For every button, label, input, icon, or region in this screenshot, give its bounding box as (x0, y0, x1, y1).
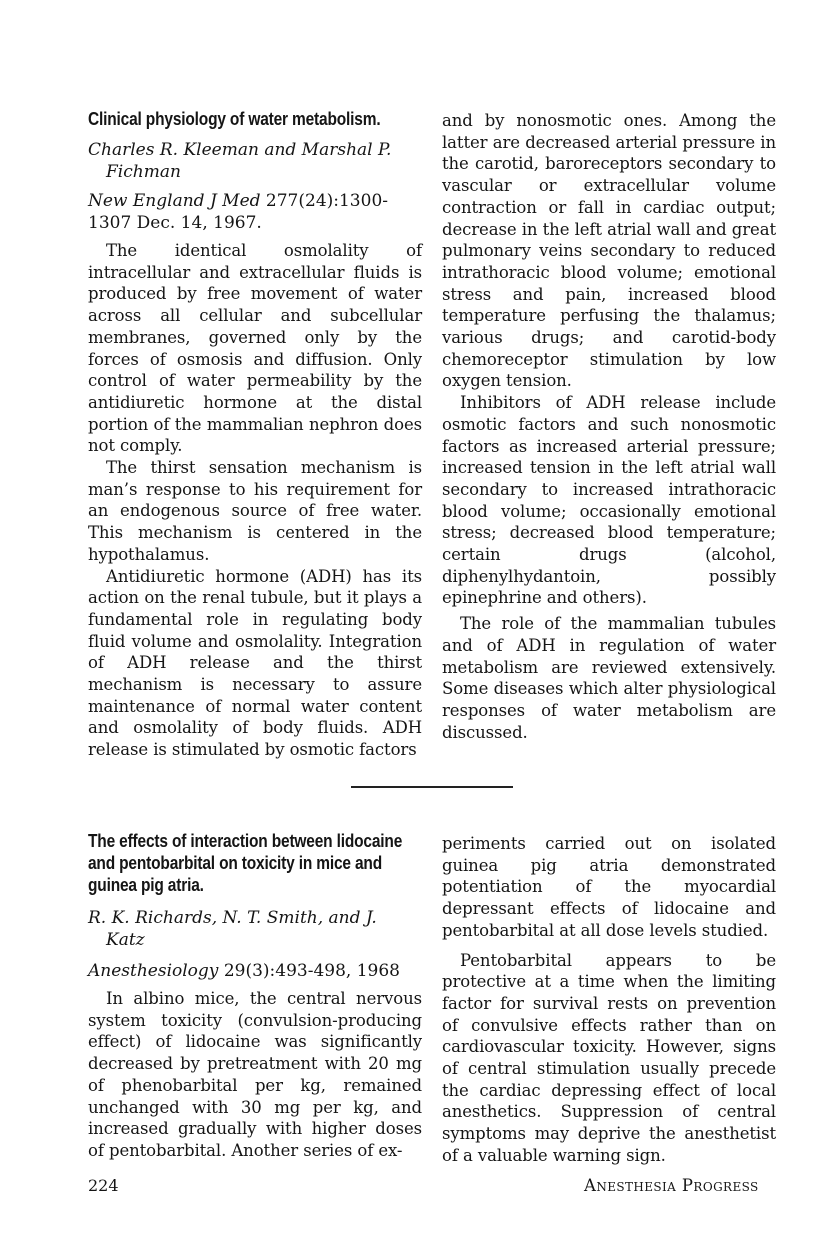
article2-citation-text: 29(3):493-498, 1968 (223, 961, 400, 981)
article1-paragraph: Antidiuretic hormone (ADH) has its action on the renal tubule, but it plays a fundamental role in regulating body fluid volume and osmolality. Integration of ADH release and the thirst mechanism is necessary to assure maintenance of normal water content and osmolality of body fluids. ADH release is stimulated by osmotic factors (88, 566, 422, 760)
article2-citation (88, 960, 422, 982)
article1-paragraph: and by nonosmotic ones. Among the latter are decreased arterial pressure in the carotid, baroreceptors secondary to vascular or extracellular volume contraction or fall in cardiac output; decrease in the left atrial wall and great pulmonary veins secondary to reduced intrathoracic blood volume; emotional stress and pain, increased blood temperature perfusing the thalamus; various drugs; and carotid-body chemoreceptor stimulation by low oxygen tension. (442, 111, 776, 391)
article2-authors-line1: R. K. Richards, N. T. Smith, and J. (88, 908, 377, 928)
article1-authors (88, 139, 422, 183)
article1-paragraph: The identical osmolality of intracellular and extracellular fluids is produced by free movement of water across all cellular and subcellular membranes, governed only by the forces of osmosis and diffusion. Only control of water permeability by the antidiuretic hormone at the distal portion of the mammalian nephron does not comply. (88, 241, 422, 456)
page-number: 224 (88, 1176, 119, 1195)
article1-column-left (88, 240, 422, 761)
article2-authors (88, 907, 422, 951)
article1-authors-line2: Fichman (106, 162, 181, 182)
article1-paragraph: The role of the mammalian tubules and of ADH in regulation of water metabolism are reviewed extensively. Some diseases which alter physiological responses of water metabolism are discussed. (442, 614, 776, 742)
article2-paragraph: In albino mice, the central nervous system toxicity (convulsion-producing effect) of lidocaine was significantly decreased by pretreatment with 20 mg of phenobarbital per kg, remained unchanged with 30 mg per kg, and increased gradually with higher doses of pentobarbital. Another series of ex- (88, 989, 422, 1160)
article2-journal: Anesthesiology (88, 961, 219, 981)
article1-authors-line1: Charles R. Kleeman and Marshal P. (88, 140, 392, 160)
article1-column-right (442, 110, 776, 743)
article2-column-right (442, 833, 776, 1167)
article1-paragraph: Inhibitors of ADH release include osmotic factors and such nonosmotic factors as increased arterial pressure; increased tension in the left atrial wall secondary to increased intrathoracic blood volume; occasionally emotional stress; decreased blood temperature; certain drugs (alcohol, diphenylhydantoin, possibly epinephrine and others). (442, 393, 776, 608)
article1-citation (88, 190, 422, 234)
article2-column-left (88, 988, 422, 1162)
section-divider (351, 786, 513, 788)
article1-paragraph: The thirst sensation mechanism is man’s response to his requirement for an endogenous source of free water. This mechanism is centered in the hypothalamus. (88, 458, 422, 564)
article1-title: Clinical physiology of water metabolism. (88, 109, 381, 129)
article2-authors-line2: Katz (106, 930, 145, 950)
article2-paragraph: Pentobarbital appears to be protective at a time when the limiting factor for survival rests on prevention of convulsive effects rather than on cardiovascular toxicity. However, signs of central stimulation usually precede the cardiac depressing effect of local anesthetics. Suppression of central symptoms may deprive the anesthetist of a valuable warning sign. (442, 950, 776, 1165)
article1-journal: New England J Med (88, 191, 261, 211)
article2-paragraph: periments carried out on isolated guinea pig atria demonstrated potentiation of the myocardial depressant effects of lidocaine and pentobarbital at all dose levels studied. (442, 834, 776, 940)
article1-citation-text: 277(24):1300-1307 Dec. 14, 1967. (88, 191, 389, 233)
article2-title: The effects of interaction between lidocaine and pentobarbital on toxicity in mice and guinea pig atria. (88, 831, 403, 895)
running-title: Anesthesia Progress (584, 1176, 759, 1195)
